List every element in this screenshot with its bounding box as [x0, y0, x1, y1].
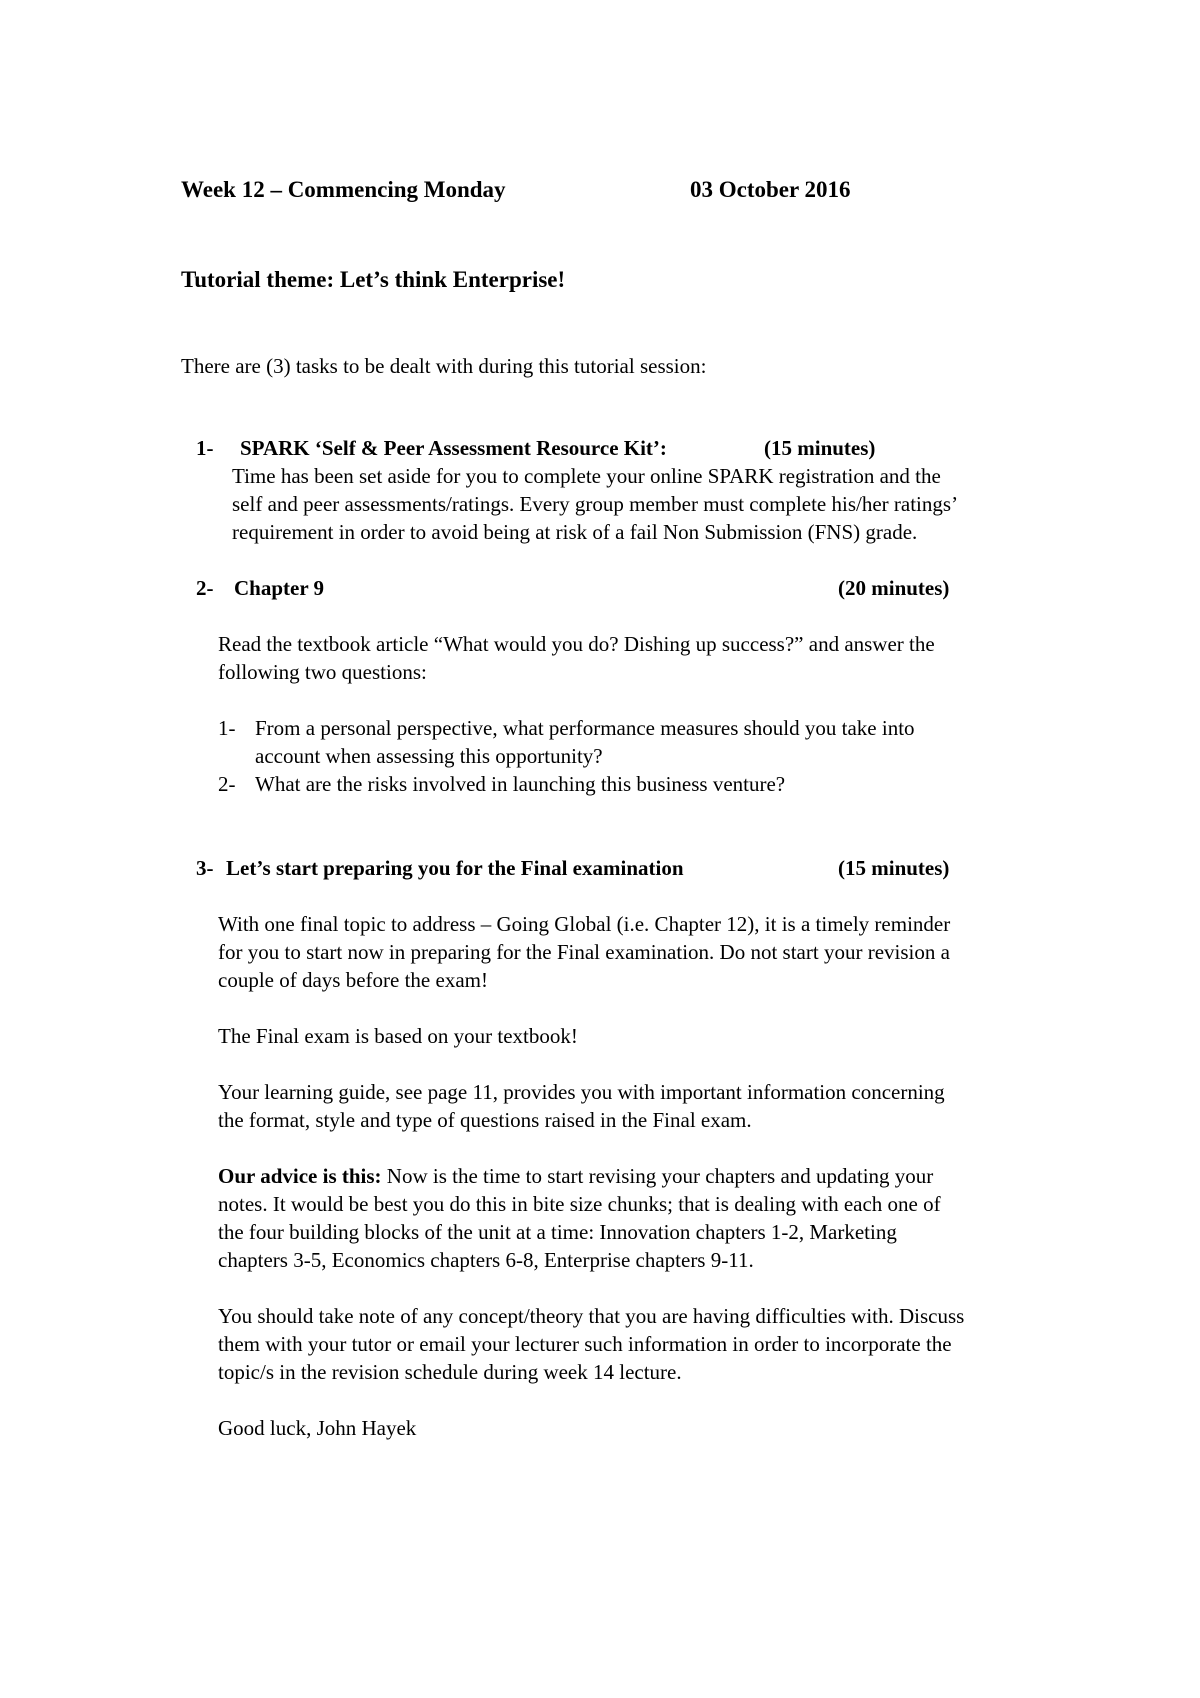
question-number: 2-: [218, 772, 236, 796]
task3-duration: (15 minutes): [838, 856, 950, 880]
paragraph-line: topic/s in the revision schedule during week 14 lecture.: [218, 1360, 682, 1384]
task2-intro-line: following two questions:: [218, 660, 427, 684]
task1-line: requirement in order to avoid being at risk of a fail Non Submission (FNS) grade.: [232, 520, 918, 544]
question-number: 1-: [218, 716, 236, 740]
date-heading: 03 October 2016: [690, 177, 851, 202]
paragraph-line: With one final topic to address – Going Global (i.e. Chapter 12), it is a timely reminder: [218, 912, 951, 936]
task1-title: SPARK ‘Self & Peer Assessment Resource Kit’:: [240, 436, 667, 460]
paragraph-line: couple of days before the exam!: [218, 968, 488, 992]
task2-duration: (20 minutes): [838, 576, 950, 600]
task2-number: 2-: [196, 576, 214, 600]
task3-number: 3-: [196, 856, 214, 880]
task3-title: Let’s start preparing you for the Final examination: [226, 856, 684, 880]
week-heading: Week 12 – Commencing Monday: [181, 177, 506, 202]
task2-intro-line: Read the textbook article “What would you do? Dishing up success?” and answer the: [218, 632, 935, 656]
question-line: account when assessing this opportunity?: [255, 744, 603, 768]
task1-number: 1-: [196, 436, 214, 460]
question-line: From a personal perspective, what performance measures should you take into: [255, 716, 915, 740]
task1-line: Time has been set aside for you to complete your online SPARK registration and the: [232, 464, 941, 488]
question-line: What are the risks involved in launching this business venture?: [255, 772, 786, 796]
paragraph-line: for you to start now in preparing for the Final examination. Do not start your revision a: [218, 940, 950, 964]
paragraph-line: chapters 3-5, Economics chapters 6-8, Enterprise chapters 9-11.: [218, 1248, 754, 1272]
advice-text: Now is the time to start revising your chapters and updating your: [381, 1164, 934, 1188]
paragraph-line: Your learning guide, see page 11, provides you with important information concerning: [218, 1080, 945, 1104]
advice-label: Our advice is this:: [218, 1164, 382, 1188]
paragraph-line: the format, style and type of questions raised in the Final exam.: [218, 1108, 752, 1132]
tutorial-theme: Tutorial theme: Let’s think Enterprise!: [181, 267, 566, 292]
task1-duration: (15 minutes): [764, 436, 876, 460]
paragraph-line: notes. It would be best you do this in bite size chunks; that is dealing with each one of: [218, 1192, 941, 1216]
advice-first-line: [218, 1162, 933, 1190]
paragraph-line: The Final exam is based on your textbook!: [218, 1024, 578, 1048]
paragraph-line: them with your tutor or email your lecturer such information in order to incorporate the: [218, 1332, 952, 1356]
task1-line: self and peer assessments/ratings. Every group member must complete his/her ratings’: [232, 492, 959, 516]
signoff: Good luck, John Hayek: [218, 1416, 417, 1440]
paragraph-line: You should take note of any concept/theory that you are having difficulties with. Discuss: [218, 1304, 965, 1328]
task2-title: Chapter 9: [234, 576, 325, 600]
intro-text: There are (3) tasks to be dealt with during this tutorial session:: [181, 354, 707, 378]
paragraph-line: the four building blocks of the unit at a time: Innovation chapters 1-2, Marketing: [218, 1220, 897, 1244]
